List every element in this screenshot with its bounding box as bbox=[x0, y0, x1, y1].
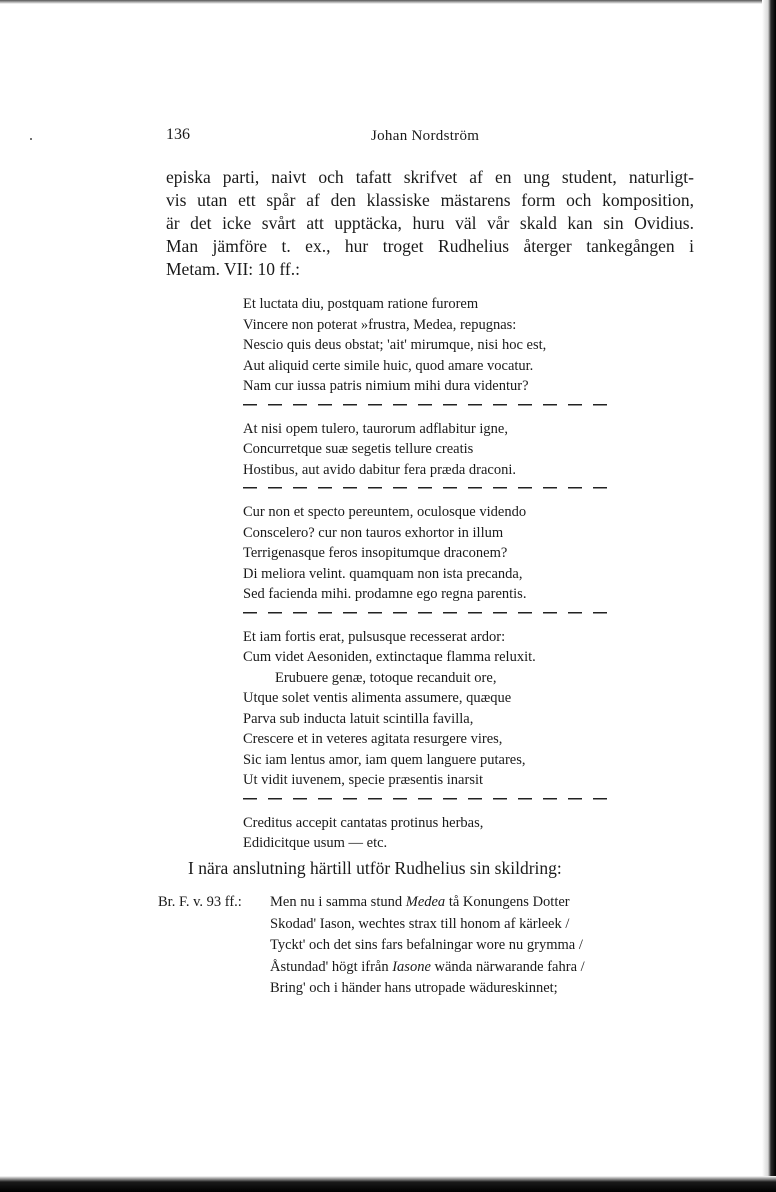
verse-stanza bbox=[243, 627, 609, 791]
prose-line: Metam. VII: 10 ff.: bbox=[166, 259, 300, 279]
verse-line: Aut aliquid certe simile huic, quod amare vocatur. bbox=[243, 357, 534, 374]
verse-line: Et iam fortis erat, pulsusque recesserat ardor: bbox=[243, 628, 506, 645]
citation-text: Men nu i samma stund bbox=[270, 894, 406, 910]
verse-line: Nescio quis deus obstat; 'ait' mirumque, nisi hoc est, bbox=[243, 337, 547, 353]
verse-line: Sed facienda mihi. prodamne ego regna parentis. bbox=[243, 586, 527, 602]
verse-line: Conscelero? cur non tauros exhortor in illum bbox=[243, 524, 504, 541]
citation-line bbox=[270, 957, 670, 979]
omission-dash-line bbox=[243, 607, 609, 619]
citation-text: Åstundad' högt ifrån bbox=[270, 958, 393, 975]
running-head: Johan Nordström bbox=[371, 128, 480, 144]
scan-edge-bottom bbox=[0, 1176, 776, 1192]
citation-line bbox=[270, 892, 670, 914]
intro-sentence: I nära anslutning härtill utför Rudhelius sin skildring: bbox=[188, 858, 562, 878]
citation-text: Bring' och i händer hans utropade wädureskinnet; bbox=[270, 980, 558, 996]
citation-text: Skodad' Iason, wechtes strax till honom af kärleek / bbox=[270, 915, 570, 932]
verse-line: Creditus accepit cantatas protinus herbas, bbox=[243, 814, 484, 831]
verse-stanza bbox=[243, 294, 609, 397]
citation-line bbox=[270, 914, 670, 936]
verse-line: Et luctata diu, postquam ratione furorem bbox=[243, 296, 479, 312]
verse-line: Erubuere genæ, totoque recanduit ore, bbox=[275, 669, 497, 686]
scan-edge-right bbox=[762, 0, 776, 1192]
page-header bbox=[166, 126, 696, 150]
verse-line: Crescere et in veteres agitata resurgere vires, bbox=[243, 731, 503, 747]
citation-line bbox=[270, 978, 670, 1000]
verse-line: Vincere non poterat »frustra, Medea, repugnas: bbox=[243, 316, 517, 333]
verse-line: Concurretque suæ segetis tellure creatis bbox=[243, 441, 474, 457]
verse-stanza bbox=[243, 502, 609, 605]
verse-line: Di meliora velint. quamquam non ista precanda, bbox=[243, 565, 523, 582]
scan-speck bbox=[30, 138, 32, 140]
verse-quotation bbox=[243, 294, 609, 854]
citation-name-italic: Medea bbox=[405, 894, 446, 910]
verse-line: Parva sub inducta latuit scintilla favilla, bbox=[243, 710, 474, 727]
citation-text: Tyckt' och det sins fars befalningar wore nu grymma / bbox=[270, 937, 583, 953]
citation-text: tå Konungens Dotter bbox=[445, 894, 570, 910]
prose-line: Man jämföre t. ex., hur troget Rudhelius återger tankegången i bbox=[166, 236, 694, 256]
page-number: 136 bbox=[166, 126, 190, 143]
verse-line: Terrigenasque feros insopitumque draconem? bbox=[243, 545, 508, 561]
citation-line bbox=[270, 935, 670, 957]
verse-line: Sic iam lentus amor, iam quem languere putares, bbox=[243, 751, 526, 768]
verse-stanza bbox=[243, 813, 609, 854]
citation-name-italic: Iasone bbox=[392, 958, 431, 975]
verse-line: Cum videt Aesoniden, extinctaque flamma reluxit. bbox=[243, 649, 536, 665]
verse-line: Utque solet ventis alimenta assumere, quæque bbox=[243, 690, 512, 706]
prose-line: är det icke svårt att upptäcka, huru väl vår skald kan sin Ovidius. bbox=[166, 213, 694, 233]
citation-verse bbox=[270, 892, 670, 1000]
omission-dash-line bbox=[243, 399, 609, 411]
verse-stanza bbox=[243, 419, 609, 481]
verse-line: Ut vidit iuvenem, specie præsentis inarsit bbox=[243, 772, 484, 788]
verse-line: Nam cur iussa patris nimium mihi dura videntur? bbox=[243, 378, 529, 394]
citation-text: wända närwarande fahra / bbox=[430, 958, 585, 975]
citation-reference: Br. F. v. 93 ff.: bbox=[158, 894, 242, 910]
prose-line: vis utan ett spår af den klassiske mästarens form och komposition, bbox=[166, 190, 694, 210]
verse-line: At nisi opem tulero, taurorum adflabitur igne, bbox=[243, 420, 508, 437]
verse-line: Edidicitque usum — etc. bbox=[243, 835, 388, 851]
prose-paragraph bbox=[166, 166, 694, 281]
scan-edge-top bbox=[0, 0, 776, 4]
prose-line: episka parti, naivt och tafatt skrifvet af en ung student, naturligt- bbox=[166, 167, 694, 187]
verse-line: Hostibus, aut avido dabitur fera præda draconi. bbox=[243, 461, 517, 478]
verse-line: Cur non et specto pereuntem, oculosque videndo bbox=[243, 504, 527, 520]
omission-dash-line bbox=[243, 793, 609, 805]
omission-dash-line bbox=[243, 482, 609, 494]
